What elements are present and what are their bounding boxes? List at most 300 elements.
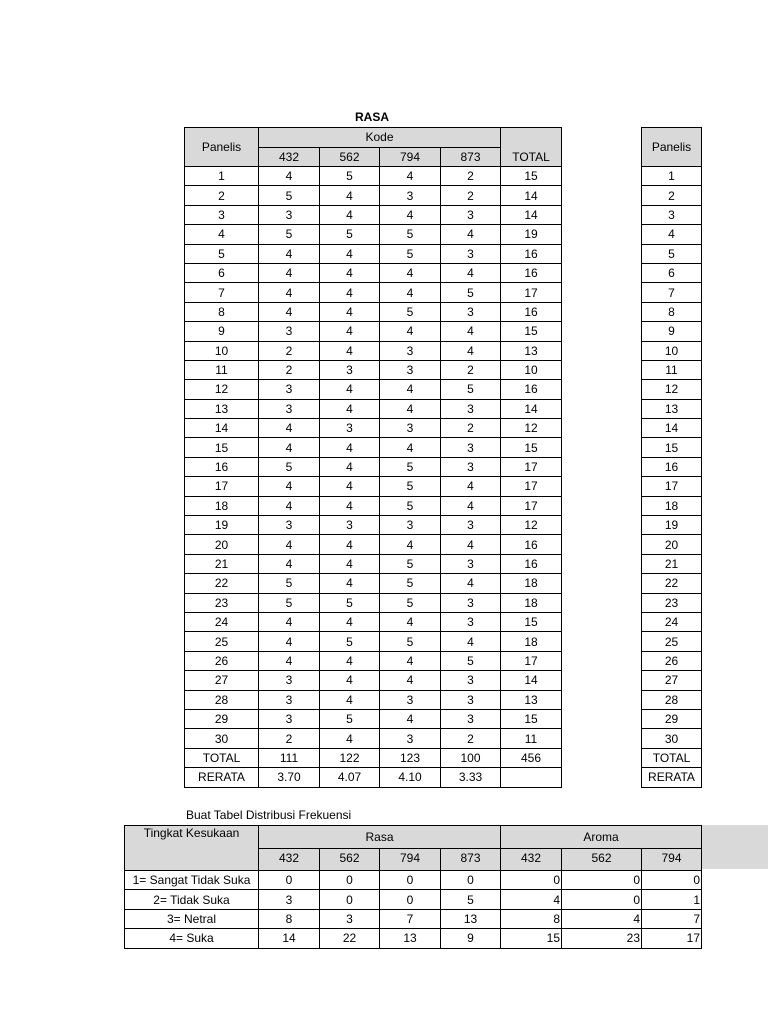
score-562: 4 [320, 322, 380, 341]
score-873: 4 [441, 225, 501, 244]
score-794: 4 [380, 612, 441, 631]
score-432: 4 [259, 612, 320, 631]
table-row [642, 651, 702, 670]
total-cell: 16 [501, 263, 562, 282]
panelis-cell: 29 [185, 709, 259, 728]
panelis-cell: 16 [642, 457, 702, 476]
table-row [642, 244, 702, 263]
score-432: 111 [259, 748, 320, 767]
panelis-cell: TOTAL [185, 748, 259, 767]
score-562: 4 [320, 457, 380, 476]
score-873: 3 [441, 690, 501, 709]
score-873: 5 [441, 283, 501, 302]
table-row [185, 380, 562, 399]
table-row [642, 263, 702, 282]
panelis-cell: 20 [642, 535, 702, 554]
score-873: 3.33 [441, 768, 501, 787]
score-873: 3 [441, 244, 501, 263]
table-row [185, 167, 562, 186]
panelis-cell: 20 [185, 535, 259, 554]
table-row [185, 593, 562, 612]
score-562: 122 [320, 748, 380, 767]
score-873: 2 [441, 729, 501, 748]
table-row [185, 612, 562, 631]
table-row [185, 690, 562, 709]
table-row [185, 516, 562, 535]
total-cell: 16 [501, 244, 562, 263]
panelis-cell: 17 [642, 477, 702, 496]
table-row [642, 729, 702, 748]
score-794: 3 [380, 516, 441, 535]
table-row [642, 574, 702, 593]
panelis-cell: 24 [642, 612, 702, 631]
panelis-cell: 12 [185, 380, 259, 399]
total-cell: 14 [501, 205, 562, 224]
table-row [185, 496, 562, 515]
rasa-title: RASA [354, 110, 389, 124]
table-row [642, 380, 702, 399]
header-rasa-code: 794 [380, 848, 441, 871]
panelis-cell: 17 [185, 477, 259, 496]
tingkat-label: 3= Netral [125, 909, 259, 928]
rasa-count: 9 [441, 929, 501, 948]
header-aroma-code: 432 [501, 848, 562, 871]
total-cell: 15 [501, 167, 562, 186]
score-432: 3 [259, 205, 320, 224]
panelis-cell: 25 [642, 632, 702, 651]
score-794: 5 [380, 593, 441, 612]
score-562: 4.07 [320, 768, 380, 787]
header-rasa: Rasa [259, 826, 501, 849]
rasa-count: 14 [259, 929, 320, 948]
score-794: 5 [380, 496, 441, 515]
total-cell: 17 [501, 457, 562, 476]
panelis-cell: 27 [185, 671, 259, 690]
panelis-table-2 [641, 127, 702, 788]
score-873: 4 [441, 263, 501, 282]
score-432: 4 [259, 651, 320, 670]
score-794: 4.10 [380, 768, 441, 787]
score-432: 5 [259, 186, 320, 205]
score-873: 2 [441, 186, 501, 205]
table-row [185, 322, 562, 341]
total-cell: 15 [501, 438, 562, 457]
score-432: 3 [259, 322, 320, 341]
total-cell: 18 [501, 574, 562, 593]
score-562: 4 [320, 263, 380, 282]
score-794: 4 [380, 167, 441, 186]
table-row [185, 535, 562, 554]
panelis-cell: 1 [185, 167, 259, 186]
score-562: 4 [320, 477, 380, 496]
score-562: 4 [320, 380, 380, 399]
rasa-count: 0 [380, 890, 441, 909]
score-432: 3 [259, 671, 320, 690]
score-562: 4 [320, 729, 380, 748]
panelis-cell: 26 [642, 651, 702, 670]
panelis-cell: 18 [185, 496, 259, 515]
score-794: 5 [380, 574, 441, 593]
header-rasa-code: 432 [259, 848, 320, 871]
total-cell: 12 [501, 516, 562, 535]
table-row [642, 322, 702, 341]
score-562: 4 [320, 244, 380, 263]
score-794: 123 [380, 748, 441, 767]
panelis-cell: 2 [642, 186, 702, 205]
score-432: 5 [259, 225, 320, 244]
score-873: 4 [441, 322, 501, 341]
score-432: 3 [259, 399, 320, 418]
panelis-cell: 8 [185, 302, 259, 321]
score-562: 4 [320, 399, 380, 418]
panelis-cell: 3 [185, 205, 259, 224]
score-432: 2 [259, 341, 320, 360]
aroma-count: 0 [642, 871, 702, 890]
score-794: 4 [380, 380, 441, 399]
aroma-count: 17 [642, 929, 702, 948]
panelis-cell: 1 [642, 167, 702, 186]
table-row [185, 671, 562, 690]
table-row [642, 496, 702, 515]
table-row [642, 632, 702, 651]
panelis-cell: RERATA [185, 768, 259, 787]
header-tingkat-kesukaan: Tingkat Kesukaan [125, 826, 259, 871]
table-row [642, 690, 702, 709]
table-row [185, 302, 562, 321]
total-cell: 16 [501, 554, 562, 573]
score-794: 4 [380, 671, 441, 690]
score-794: 3 [380, 419, 441, 438]
score-562: 4 [320, 302, 380, 321]
table-row [185, 709, 562, 728]
header-aroma-code: 794 [642, 848, 702, 871]
score-794: 5 [380, 457, 441, 476]
aroma-count: 0 [562, 890, 642, 909]
panelis-cell: 4 [642, 225, 702, 244]
total-row [185, 748, 562, 767]
score-432: 4 [259, 554, 320, 573]
rasa-count: 0 [259, 871, 320, 890]
panelis-cell: 7 [642, 283, 702, 302]
panelis-cell: 24 [185, 612, 259, 631]
total-cell: 15 [501, 612, 562, 631]
score-873: 2 [441, 167, 501, 186]
panelis-cell: 5 [642, 244, 702, 263]
panelis-cell: 13 [185, 399, 259, 418]
table-row [642, 399, 702, 418]
aroma-count: 0 [501, 871, 562, 890]
table-row [642, 457, 702, 476]
rasa-count: 13 [441, 909, 501, 928]
score-873: 4 [441, 496, 501, 515]
freq-title: Buat Tabel Distribusi Frekuensi [186, 808, 352, 822]
score-432: 5 [259, 593, 320, 612]
score-873: 4 [441, 341, 501, 360]
panelis-cell: 30 [185, 729, 259, 748]
total-cell: 10 [501, 360, 562, 379]
score-562: 4 [320, 283, 380, 302]
score-873: 3 [441, 399, 501, 418]
panelis-cell: 29 [642, 709, 702, 728]
panelis-cell: 15 [642, 438, 702, 457]
score-562: 4 [320, 438, 380, 457]
total-cell: 14 [501, 186, 562, 205]
score-873: 5 [441, 651, 501, 670]
header-rasa-code: 562 [320, 848, 380, 871]
score-794: 3 [380, 690, 441, 709]
table-row [642, 516, 702, 535]
rasa-count: 13 [380, 929, 441, 948]
score-794: 3 [380, 341, 441, 360]
header-kode: Kode [259, 128, 501, 148]
panelis-cell: 5 [185, 244, 259, 263]
score-432: 4 [259, 167, 320, 186]
aroma-count: 8 [501, 909, 562, 928]
header-code: 794 [380, 147, 441, 167]
rasa-count: 3 [259, 890, 320, 909]
panelis-cell: 8 [642, 302, 702, 321]
table-row [642, 554, 702, 573]
frequency-table [124, 825, 702, 949]
rasa-count: 8 [259, 909, 320, 928]
panelis-cell: 7 [185, 283, 259, 302]
table-row [125, 929, 702, 948]
panelis-cell: TOTAL [642, 748, 702, 767]
total-cell [501, 768, 562, 787]
score-432: 4 [259, 438, 320, 457]
tingkat-label: 2= Tidak Suka [125, 890, 259, 909]
header-panelis-2: Panelis [642, 128, 702, 167]
panelis-cell: 26 [185, 651, 259, 670]
rerata-row [185, 768, 562, 787]
panelis-cell: 3 [642, 205, 702, 224]
score-873: 3 [441, 671, 501, 690]
score-562: 3 [320, 360, 380, 379]
panelis-cell: 25 [185, 632, 259, 651]
header-fill-strip [702, 825, 768, 869]
total-cell: 17 [501, 496, 562, 515]
table-row [125, 871, 702, 890]
score-794: 4 [380, 283, 441, 302]
panelis-cell: 22 [185, 574, 259, 593]
header-code: 873 [441, 147, 501, 167]
total-cell: 14 [501, 399, 562, 418]
table-row [185, 263, 562, 282]
score-873: 3 [441, 457, 501, 476]
score-562: 4 [320, 341, 380, 360]
panelis-cell: 10 [642, 341, 702, 360]
score-562: 4 [320, 205, 380, 224]
score-432: 3 [259, 380, 320, 399]
score-873: 2 [441, 360, 501, 379]
score-873: 4 [441, 477, 501, 496]
score-562: 4 [320, 186, 380, 205]
total-cell: 13 [501, 341, 562, 360]
table-row [642, 186, 702, 205]
score-432: 2 [259, 729, 320, 748]
panelis-cell: 12 [642, 380, 702, 399]
total-cell: 11 [501, 729, 562, 748]
table-row [642, 283, 702, 302]
rasa-table [184, 127, 562, 788]
score-562: 4 [320, 612, 380, 631]
rasa-count: 7 [380, 909, 441, 928]
score-873: 4 [441, 535, 501, 554]
panelis-cell: 21 [185, 554, 259, 573]
table-row [185, 554, 562, 573]
score-432: 4 [259, 263, 320, 282]
score-794: 4 [380, 651, 441, 670]
score-432: 5 [259, 457, 320, 476]
table-row [642, 205, 702, 224]
score-794: 4 [380, 399, 441, 418]
score-432: 4 [259, 496, 320, 515]
table-row [185, 651, 562, 670]
table-row [185, 419, 562, 438]
score-873: 3 [441, 302, 501, 321]
panelis-cell: 23 [185, 593, 259, 612]
score-432: 4 [259, 302, 320, 321]
header-aroma: Aroma [501, 826, 702, 849]
table-row [642, 360, 702, 379]
score-873: 4 [441, 632, 501, 651]
score-432: 4 [259, 244, 320, 263]
total-cell: 16 [501, 380, 562, 399]
score-432: 3.70 [259, 768, 320, 787]
panelis-cell: 27 [642, 671, 702, 690]
panelis-cell: 14 [642, 419, 702, 438]
panelis-cell: RERATA [642, 768, 702, 787]
panelis-cell: 2 [185, 186, 259, 205]
total-cell: 16 [501, 535, 562, 554]
score-794: 4 [380, 438, 441, 457]
table-row [642, 167, 702, 186]
table-row [642, 768, 702, 787]
score-432: 3 [259, 516, 320, 535]
score-873: 3 [441, 438, 501, 457]
score-562: 4 [320, 574, 380, 593]
score-562: 4 [320, 535, 380, 554]
score-432: 4 [259, 419, 320, 438]
score-794: 4 [380, 322, 441, 341]
panelis-cell: 9 [185, 322, 259, 341]
panelis-cell: 22 [642, 574, 702, 593]
header-code: 562 [320, 147, 380, 167]
table-row [642, 535, 702, 554]
score-794: 5 [380, 554, 441, 573]
panelis-cell: 16 [185, 457, 259, 476]
panelis-cell: 6 [185, 263, 259, 282]
score-432: 4 [259, 632, 320, 651]
table-row [642, 302, 702, 321]
header-panelis: Panelis [185, 128, 259, 167]
score-873: 2 [441, 419, 501, 438]
table-row [185, 283, 562, 302]
panelis-cell: 18 [642, 496, 702, 515]
aroma-count: 1 [642, 890, 702, 909]
table-row [125, 890, 702, 909]
total-cell: 17 [501, 651, 562, 670]
score-432: 4 [259, 477, 320, 496]
score-873: 3 [441, 516, 501, 535]
total-cell: 18 [501, 632, 562, 651]
total-cell: 15 [501, 709, 562, 728]
score-562: 5 [320, 632, 380, 651]
aroma-count: 15 [501, 929, 562, 948]
score-794: 3 [380, 360, 441, 379]
score-873: 3 [441, 612, 501, 631]
panelis-cell: 19 [185, 516, 259, 535]
panelis-cell: 11 [185, 360, 259, 379]
table-row [185, 244, 562, 263]
score-562: 3 [320, 516, 380, 535]
table-row [185, 457, 562, 476]
score-562: 5 [320, 167, 380, 186]
table-row [642, 477, 702, 496]
tingkat-label: 1= Sangat Tidak Suka [125, 871, 259, 890]
rasa-count: 22 [320, 929, 380, 948]
score-794: 3 [380, 729, 441, 748]
panelis-cell: 4 [185, 225, 259, 244]
rasa-count: 5 [441, 890, 501, 909]
table-row [185, 438, 562, 457]
tingkat-label: 4= Suka [125, 929, 259, 948]
score-562: 5 [320, 593, 380, 612]
table-row [185, 186, 562, 205]
table-row [185, 574, 562, 593]
score-794: 4 [380, 205, 441, 224]
score-873: 3 [441, 205, 501, 224]
score-562: 4 [320, 690, 380, 709]
table-row [642, 709, 702, 728]
total-cell: 16 [501, 302, 562, 321]
aroma-count: 0 [562, 871, 642, 890]
score-794: 5 [380, 632, 441, 651]
table-row [642, 748, 702, 767]
aroma-count: 4 [562, 909, 642, 928]
total-cell: 12 [501, 419, 562, 438]
score-432: 5 [259, 574, 320, 593]
table-row [642, 419, 702, 438]
aroma-count: 7 [642, 909, 702, 928]
table-row [185, 341, 562, 360]
panelis-cell: 15 [185, 438, 259, 457]
panelis-cell: 23 [642, 593, 702, 612]
table-row [125, 909, 702, 928]
table-row [185, 205, 562, 224]
total-cell: 18 [501, 593, 562, 612]
total-cell: 13 [501, 690, 562, 709]
score-794: 5 [380, 302, 441, 321]
table-row [642, 593, 702, 612]
score-794: 5 [380, 244, 441, 263]
score-794: 5 [380, 225, 441, 244]
table-row [185, 729, 562, 748]
panelis-cell: 14 [185, 419, 259, 438]
rasa-count: 0 [320, 890, 380, 909]
score-873: 5 [441, 380, 501, 399]
header-rasa-code: 873 [441, 848, 501, 871]
table-row [185, 632, 562, 651]
score-432: 2 [259, 360, 320, 379]
score-873: 100 [441, 748, 501, 767]
table-row [642, 671, 702, 690]
score-432: 3 [259, 709, 320, 728]
score-562: 4 [320, 496, 380, 515]
total-cell: 19 [501, 225, 562, 244]
score-432: 3 [259, 690, 320, 709]
score-794: 5 [380, 477, 441, 496]
